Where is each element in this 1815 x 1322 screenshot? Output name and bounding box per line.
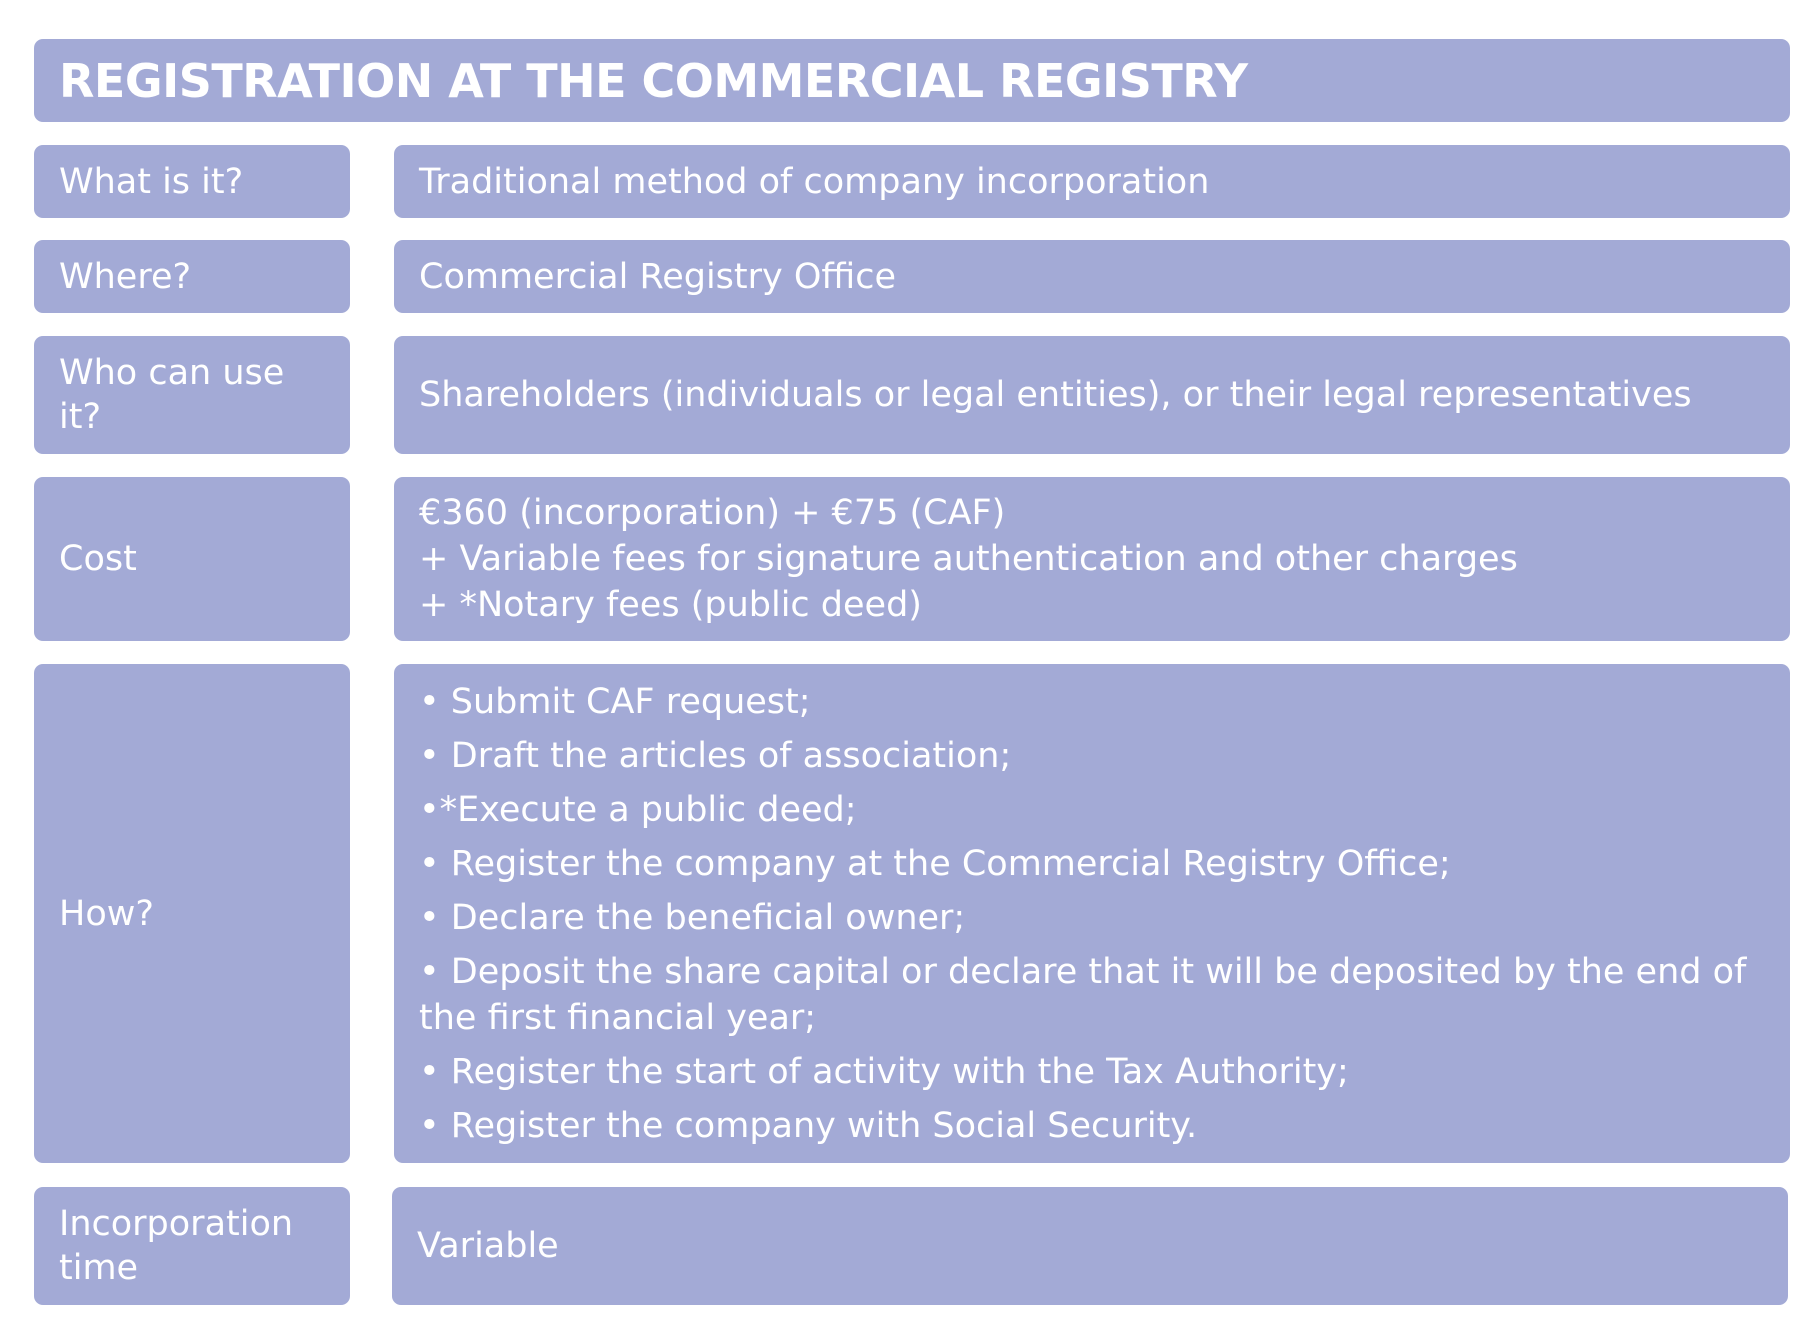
row-value-text: Shareholders (individuals or legal entities), or their legal representatives <box>419 375 1692 415</box>
row-label-how <box>34 664 350 1163</box>
row-label-what-is-it <box>34 145 350 218</box>
row-label-text: Incorporation time <box>59 1204 294 1288</box>
row-value-where <box>394 240 1790 313</box>
row-value-what-is-it <box>394 145 1790 218</box>
cost-line: €360 (incorporation) + €75 (CAF) <box>419 493 1006 533</box>
row-label-where <box>34 240 350 313</box>
step-item: • Register the company at the Commercial Registry Office; <box>419 843 1451 884</box>
step-item: • Register the company with Social Security. <box>419 1105 1198 1146</box>
row-label-who-can-use-it <box>34 336 350 454</box>
cost-line: + Variable fees for signature authentication and other charges <box>419 539 1518 579</box>
row-value-cost <box>394 477 1790 641</box>
page-title <box>34 39 1790 122</box>
row-value-how <box>394 664 1790 1163</box>
step-item: • Deposit the share capital or declare that it will be deposited by the end of the first financial year; <box>419 951 1747 1038</box>
step-item: • Declare the beneficial owner; <box>419 897 966 938</box>
step-item: • Submit CAF request; <box>419 681 811 722</box>
step-item: •*Execute a public deed; <box>419 789 857 830</box>
page-title-text: REGISTRATION AT THE COMMERCIAL REGISTRY <box>59 53 1248 108</box>
row-value-who-can-use-it <box>394 336 1790 454</box>
row-label-text: Cost <box>59 539 137 579</box>
row-value-incorporation-time <box>392 1187 1788 1305</box>
row-label-incorporation-time <box>34 1187 350 1305</box>
step-item: • Draft the articles of association; <box>419 735 1012 776</box>
row-label-text: Who can use it? <box>59 353 285 437</box>
row-label-cost <box>34 477 350 641</box>
row-label-text: How? <box>59 893 154 934</box>
row-label-text: What is it? <box>59 161 244 202</box>
steps-list <box>419 679 1770 1149</box>
cost-line: + *Notary fees (public deed) <box>419 585 922 625</box>
cost-lines <box>419 490 1518 628</box>
row-value-text: Commercial Registry Office <box>419 256 897 297</box>
row-value-text: Traditional method of company incorporation <box>419 161 1210 202</box>
step-item: • Register the start of activity with the Tax Authority; <box>419 1051 1349 1092</box>
row-value-text: Variable <box>417 1226 559 1266</box>
row-label-text: Where? <box>59 256 192 297</box>
